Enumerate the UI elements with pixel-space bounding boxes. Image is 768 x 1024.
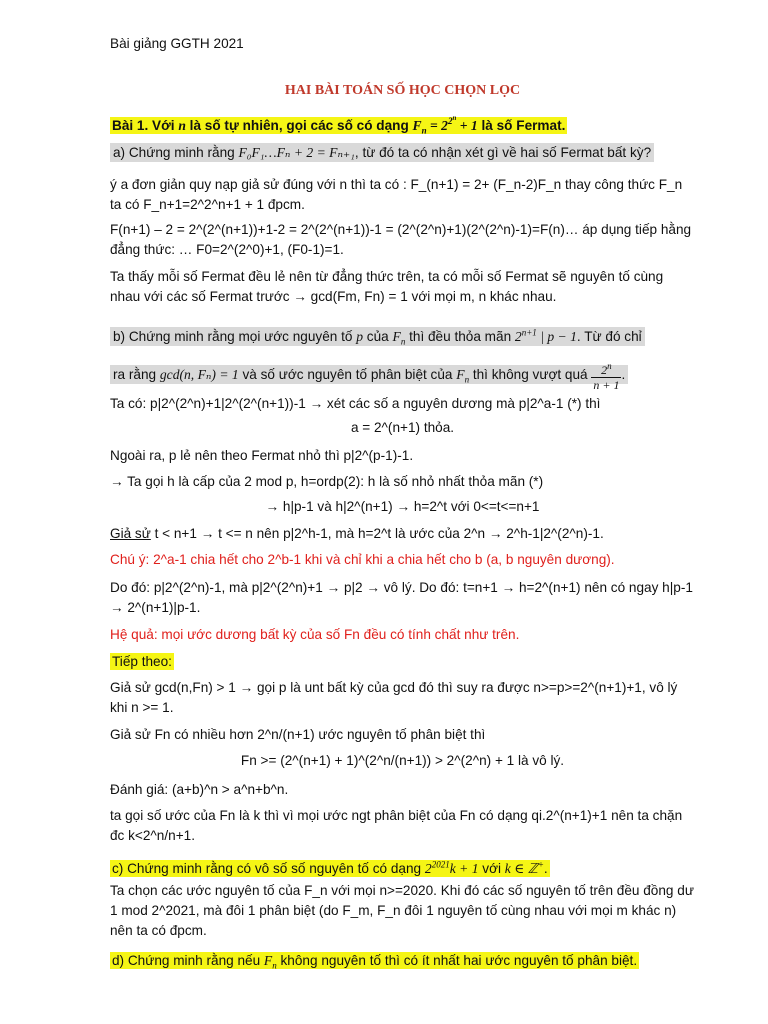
question-b-fn: $F_n$ xyxy=(392,328,406,347)
question-b-text-7: thì không vượt quá xyxy=(469,367,592,383)
question-b-fn-2: $F_n$ xyxy=(456,367,470,385)
question-c-formula xyxy=(425,861,479,876)
problem-label: Bài 1. xyxy=(112,117,149,133)
para-b4: → Ta gọi h là cấp của 2 mod p, h=ordp(2): h là số nhỏ nhất thỏa mãn (*) xyxy=(110,474,544,489)
para-a3: Ta thấy mỗi số Fermat đều lẻ nên từ đẳng thức trên, ta có mỗi số Fermat sẽ nguyên tố cùng nhau với các số Fermat trước → gcd(Fm, Fn) = 1 với mọi m, n khác nhau. xyxy=(110,269,664,304)
para-b8: Do đó: p|2^(2^n)-1, mà p|2^(2^n)+1 → p|2 → vô lý. Do đó: t=n+1 → h=2^(n+1) nên có ngay h|p-1 → 2^(n+1)|p-1. xyxy=(110,580,693,615)
question-d xyxy=(110,951,695,976)
para-b11: Giả sử gcd(n,Fn) > 1 → gọi p là unt bất kỳ của gcd đó thì suy ra được n>=p>=2^(n+1)+1, vô lý khi n >= 1. xyxy=(110,680,678,715)
question-c-base: 2 xyxy=(424,860,432,876)
fraction-denominator: n + 1 xyxy=(593,378,620,393)
para-b9-corollary: Hệ quả: mọi ước dương bất kỳ của số Fn đều có tính chất như trên. xyxy=(110,627,520,642)
question-b-cond-text: p − 1 xyxy=(547,328,577,344)
question-b-text-4: . Từ đó chỉ xyxy=(576,328,642,344)
problem-text-3: là số Fermat. xyxy=(477,117,566,133)
para-b12: Giả sử Fn có nhiều hơn 2^n/(n+1) ước nguyên tố phân biệt thì xyxy=(110,727,486,742)
question-b-text-5: ra rằng xyxy=(113,367,160,383)
question-a-text: a) Chứng minh rằng xyxy=(113,145,239,160)
page-header: Bài giảng GGTH 2021 xyxy=(110,36,244,51)
question-c-k: k + 1 xyxy=(449,860,479,876)
question-b-cond: $2^{n+1}$ | p − 1 xyxy=(514,327,577,344)
question-c-end: . xyxy=(543,860,548,876)
question-a-highlight xyxy=(110,143,654,162)
problem-text-1: Với xyxy=(148,117,179,133)
question-c-exponent: 2021 xyxy=(431,859,450,869)
problem-var-n: n xyxy=(178,117,186,133)
para-a1: ý a đơn giản quy nạp giả sử đúng với n thì ta có : F_(n+1) = 2+ (F_n-2)F_n thay công thức F_n ta có F_n+1=2^2^n+1 + 1 đpcm. xyxy=(110,177,683,212)
para-a2: F(n+1) – 2 = 2^(2^(n+1))+1-2 = 2^(2^(n+1))-1 = (2^(2^n)+1)(2^(2^n)-1)=F(n)… áp dụng tiếp hằng đẳng thức: … F0=2^(2^0)+1, (F0-1)=1. xyxy=(110,222,692,257)
question-b-text-1: b) Chứng minh rằng mọi ước nguyên tố xyxy=(113,328,357,344)
question-c-set: k ∈ ℤ+ xyxy=(504,859,544,876)
question-a xyxy=(110,143,695,163)
question-b-p: p xyxy=(356,328,364,344)
question-a-rest: , từ đó ta có nhận xét gì về hai số Fermat bất kỳ? xyxy=(354,145,652,160)
question-c-highlight xyxy=(110,860,550,877)
question-d-F: F xyxy=(263,953,273,968)
question-b-fraction xyxy=(591,359,621,392)
para-b7-note: Chú ý: 2^a-1 chia hết cho 2^b-1 khi và chỉ khi a chia hết cho b (a, b nguyên dương). xyxy=(110,552,615,567)
next-label: Tiếp theo: xyxy=(112,654,172,669)
page-title xyxy=(110,80,695,101)
para-b2: a = 2^(n+1) thỏa. xyxy=(350,420,455,435)
question-c-set-text: k ∈ ℤ xyxy=(504,860,538,876)
problem-text-2: là số tự nhiên, gọi các số có dạng xyxy=(185,117,413,133)
para-b6-text: t < n+1 → t <= n nên p|2^h-1, mà h=2^t là ước của 2^n → 2^h-1|2^(2^n)-1. xyxy=(150,526,604,541)
fermat-F: F xyxy=(412,117,422,133)
question-d-fn: $F_n$ xyxy=(263,953,277,971)
question-c-text-1: c) Chứng minh rằng có vô số số nguyên tố có dạng xyxy=(112,860,425,876)
para-b6 xyxy=(110,524,695,544)
question-b-gcd: gcd(n, Fₙ) = 1 xyxy=(159,367,239,383)
problem-statement xyxy=(110,108,695,140)
para-b10 xyxy=(110,652,695,672)
question-c-text-2: với xyxy=(478,860,505,876)
question-b-end: . xyxy=(621,367,626,383)
para-b3: Ngoài ra, p lẻ nên theo Fermat nhỏ thì p|2^(p-1)-1. xyxy=(110,448,414,463)
para-b6-underlined: Giả sử xyxy=(110,526,151,541)
para-b13: Fn >= (2^(n+1) + 1)^(2^n/(n+1)) > 2^(2^n) + 1 là vô lý. xyxy=(240,753,565,768)
title-text: HAI BÀI TOÁN SỐ HỌC CHỌN LỌC xyxy=(284,83,521,98)
question-c xyxy=(110,854,695,879)
question-b-text-6: và số ước nguyên tố phân biệt của xyxy=(238,367,457,383)
question-d-text-1: d) Chứng minh rằng nếu xyxy=(112,953,264,968)
para-b14: Đánh giá: (a+b)^n > a^n+b^n. xyxy=(110,782,289,797)
question-b-F: F xyxy=(392,328,401,344)
fermat-formula: $F_n = 2^{2^n} + 1$ xyxy=(412,114,478,136)
para-c1: Ta chọn các ước nguyên tố của F_n với mọi n>=2020. Khi đó các số nguyên tố trên đều đồng dư 1 mod 2^2021, mà đôi 1 phân biệt (do F_m, F_n đôi 1 nguyên tố cùng nhau với mọi m khác n) nên ta có đpcm. xyxy=(110,883,694,938)
question-b-text-3: thì đều thỏa mãn xyxy=(405,328,515,344)
question-b-text-2: của xyxy=(363,328,393,344)
question-b-highlight-2 xyxy=(110,361,628,393)
fraction-numerator: 2$^n$ xyxy=(591,359,621,378)
para-b5: → h|p-1 và h|2^(n+1) → h=2^t với 0<=t<=n+1 xyxy=(265,499,540,514)
question-d-text-2: không nguyên tố thì có ít nhất hai ước nguyên tố phân biệt. xyxy=(276,953,638,968)
question-d-highlight xyxy=(110,952,639,969)
question-a-formula: F₀F₁…Fₙ + 2 = Fₙ₊₁ xyxy=(238,145,355,160)
para-b1: Ta có: p|2^(2^n)+1|2^(2^(n+1))-1 → xét các số a nguyên dương mà p|2^a-1 (*) thì xyxy=(110,396,601,411)
question-b-F-2: F xyxy=(456,367,465,383)
question-b xyxy=(110,315,695,397)
question-b-highlight-1 xyxy=(110,327,645,346)
problem-highlight xyxy=(110,114,567,136)
para-b15: ta gọi số ước của Fn là k thì vì mọi ước ngt phân biệt của Fn có dạng qi.2^(n+1)+1 nên ta chặn đc k<2^n/n+1. xyxy=(110,808,683,843)
